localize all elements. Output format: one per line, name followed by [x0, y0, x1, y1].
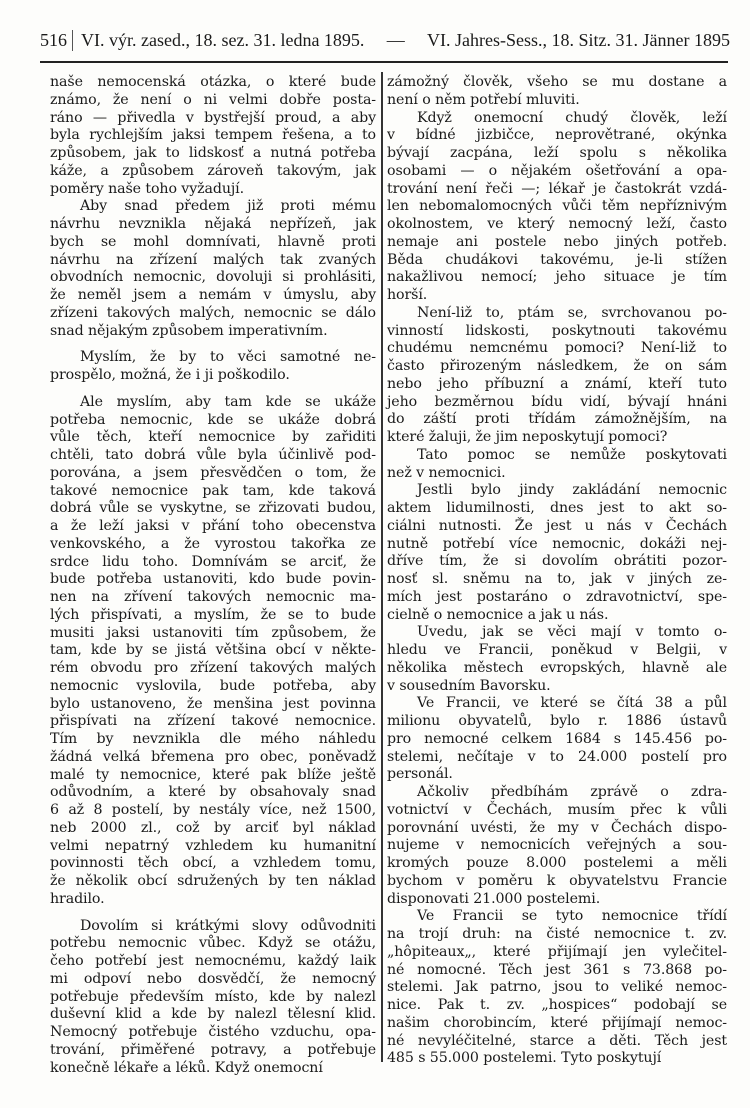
paragraph [50, 349, 376, 385]
header-dash: — [386, 30, 405, 50]
text-line: návrhu na zřízení malých tak zvaných [50, 251, 376, 268]
text-line: povinnosti těch obcí, a vzhledem tomu, [50, 855, 376, 872]
text-line: jeho bezměrnou bídu vidí, bývají hnáni [387, 393, 727, 410]
text-line: v bídné jizbičce, neprovětrané, okýnka [387, 127, 727, 144]
text-line: aktem lidumilnosti, dnes jest to akt so- [387, 500, 727, 516]
text-line: horší. [387, 287, 428, 303]
text-line: které žaluji, že jim neposkytují pomoci? [387, 429, 668, 445]
text-line: potřeba nemocnic, kde se ukáže dobrá [50, 411, 376, 428]
text-line: dříve tím, že si dovolím obrátiti pozor- [387, 553, 727, 570]
paragraph [387, 74, 727, 110]
text-line: několika městech evropských, hlavně ale [387, 659, 727, 676]
paragraph [387, 110, 727, 305]
paragraph [387, 447, 727, 483]
text-line: 6 až 8 postelí, by nestály více, než 1500, [50, 802, 376, 818]
text-line: odůvodním, a které by obsahovaly snad [50, 784, 376, 801]
text-line: takové nemocnice pak tam, kde taková [50, 482, 376, 499]
text-line: nice. Pak t. zv. „hospices“ podobají se [387, 997, 727, 1013]
text-line: poměry naše toho vyžadují. [50, 180, 245, 197]
text-line: nemaje ani postele nebo jiných potřeb. [387, 233, 727, 250]
text-line: len nebomalomocných vůči těm nepříznivým [387, 198, 727, 215]
text-line: obvodních nemocnic, dovoluji si prohlásiti, [50, 269, 376, 286]
text-line: trování, přiměřené potravy, a potřebuje [50, 1041, 376, 1058]
text-line: Tato pomoc se nemůže poskytovati [417, 446, 727, 463]
text-line: hledu ve Francii, poněkud v Belgii, v [387, 642, 727, 658]
paragraph [50, 198, 376, 340]
left-column [50, 74, 376, 1077]
text-line: ciálni nutnosti. Že jest u nás v Čechách [387, 517, 727, 534]
text-line: nujeme v nemocnicích veřejných a sou- [387, 837, 727, 854]
text-line: že neměl jsem a nemám v úmyslu, aby [50, 287, 376, 303]
header-title [81, 30, 730, 51]
paragraph [50, 918, 376, 1078]
text-line: Tím by nevznikla dle mého náhledu [50, 731, 376, 747]
paragraph [387, 305, 727, 447]
text-line: známo, že není o ni velmi dobře posta- [50, 91, 376, 108]
text-line: rém obvodu pro zřízení takových malých [50, 660, 376, 676]
header-czech: VI. výr. zased., 18. sez. 31. ledna 1895. [81, 30, 365, 50]
text-line: okolnostem, ve který nemocný leží, často [387, 216, 727, 232]
text-line: byla rychlejším jaksi tempem řešena, a to [50, 127, 376, 144]
text-line: neb 2000 zl., což by arciť byl náklad [50, 819, 376, 836]
text-line: musiti jaksi ustanoviti tím způsobem, že [50, 624, 376, 641]
text-line: Dovolím si krátkými slovy odůvodniti [80, 917, 376, 934]
text-line: do záští proti třídám zámožnějším, na [387, 411, 727, 428]
text-line: ráno — přivedla v bystřejší proud, a aby [50, 109, 376, 126]
text-line: Aby snad předem již proti mému [80, 198, 376, 215]
text-line: často přirozeným následkem, že on sám [387, 358, 727, 374]
text-line: Ve Francii se tyto nemocnice třídí [417, 908, 727, 925]
text-line: Ale myslím, aby tam kde se ukáže [80, 393, 376, 410]
text-line: našim chorobincím, které přijímají nemoc- [387, 1014, 727, 1031]
text-line: dobrá vůle se vyskytne, se zřizovati budou, [50, 500, 376, 517]
text-line: vůle těch, kteří nemocnice by zařiditi [50, 429, 376, 446]
text-line: Běda chudákovi takovému, je-li stížen [387, 251, 727, 268]
column-divider [381, 72, 383, 1062]
text-line: malé ty nemocnice, které pak blíže ještě [50, 766, 376, 783]
text-line: bylo ustanoveno, že menšina jest povinna [50, 695, 376, 712]
paragraph [387, 624, 727, 695]
text-line: porována, a jsem přesvědčen o tom, že [50, 464, 376, 481]
text-line: duševní klid a kde by nalezl tělesní klid. [50, 1006, 376, 1023]
text-line: nen na zřívení takových nemocnic ma- [50, 589, 376, 605]
text-line: lých přispívati, a myslím, že se to bude [50, 606, 376, 623]
paragraph [387, 695, 727, 784]
text-line: přispívati na zřízení takové nemocnice. [50, 713, 376, 730]
text-line: a že leží jaksi v přání toho obecenstva [50, 518, 376, 534]
header-german: VI. Jahres-Sess., 18. Sitz. 31. Jänner 1895 [427, 30, 730, 50]
text-line: snad nějakým způsobem imperativním. [50, 322, 328, 339]
text-line: že několik obcí sdružených by ten náklad [50, 873, 376, 889]
text-line: né nevyléčitelné, starce a děti. Těch jest [387, 1032, 727, 1049]
text-line: srdce lidu toho. Domnívám se arciť, že [50, 553, 376, 570]
text-line: hradilo. [50, 890, 105, 907]
text-line: bych se mohl domnívati, hlavně proti [50, 233, 376, 250]
text-line: způsobem, jak to lidskosť a nutná potřeba [50, 145, 376, 161]
text-line: mi odpoví nebo dosvědčí, že nemocný [50, 970, 376, 987]
text-line: vinností lidskosti, poskytnouti takovému [387, 322, 727, 339]
text-line: čeho potřebí jest nemocnému, každý laik [50, 953, 376, 969]
header-rule [40, 61, 728, 63]
text-line: návrhu nevznikla nějaká nepřízeň, jak [50, 216, 376, 232]
text-line: velmi nepatrný vzhledem ku humanitní [50, 837, 376, 854]
text-line: tam, kde by se jistá většina obcí v někte- [50, 642, 376, 659]
text-line: nosť sl. sněmu na to, jak v jiných ze- [387, 571, 727, 587]
page-number: 516 [40, 30, 73, 51]
text-line: bychom v poměru k obyvatelstvu Francie [387, 872, 727, 889]
text-line: disponovati 21.000 postelemi. [387, 890, 601, 907]
text-line: potřebu nemocnic vůbec. Když se otážu, [50, 935, 376, 952]
text-line: kromých pouze 8.000 postelemi a měli [387, 855, 727, 871]
right-column [387, 74, 727, 1068]
text-line: než v nemocnici. [387, 464, 506, 481]
text-line: stelemi, nečítaje v to 24.000 postelí pro [387, 748, 727, 765]
text-line: milionu obyvatelů, bylo r. 1886 ústavů [387, 713, 727, 729]
text-line: mích jest postaráno o zdravotnictví, spe- [387, 588, 727, 605]
text-line: nakažlivou nemocí; jeho situace je tím [387, 269, 727, 286]
text-line: Jestli bylo jindy zakládání nemocnic [417, 482, 727, 499]
text-line: 485 s 55.000 postelemi. Tyto poskytují [387, 1050, 662, 1067]
text-line: bývají zacpána, leží spolu s několika [387, 145, 727, 161]
text-line: Nemocný potřebuje čistého vzduchu, opa- [50, 1024, 376, 1040]
text-line: Myslím, že by to věci samotné ne- [80, 349, 376, 366]
paragraph [50, 74, 376, 198]
text-line: Není-liž to, ptám se, svrchovanou po- [417, 304, 727, 321]
text-line: trování není řeči —; lékař je častokrát vzdá- [387, 180, 727, 197]
text-line: žádná velká břemena pro obec, poněvadž [50, 748, 376, 765]
paragraph [50, 394, 376, 909]
text-line: Ve Francii, ve které se čítá 38 a půl [417, 695, 727, 712]
text-line: na trojí druh: na čisté nemocnice t. zv. [387, 926, 727, 942]
text-line: porovnání uvésti, že my v Čechách dispo- [387, 819, 727, 836]
text-line: „hôpiteaux„, které přijímají jen vylečitel- [387, 943, 727, 960]
text-line: chtěli, tato dobrá vůle byla účinlivě pod- [50, 447, 376, 463]
text-line: pro nemocné celkem 1684 s 145.456 po- [387, 730, 727, 747]
text-line: potřebuje především místo, kde by nalezl [50, 988, 376, 1005]
text-line: Uvedu, jak se věci mají v tomto o- [417, 624, 727, 641]
text-line: konečně lékaře a léků. Když onemocní [50, 1059, 323, 1076]
text-line: není o něm potřebí mluviti. [387, 91, 580, 108]
text-line: prospělo, možná, že i ji poškodilo. [50, 367, 290, 383]
text-line: zřízeni takových malých, nemocnic se dálo [50, 304, 376, 321]
text-line: cielně o nemocnice a jak u nás. [387, 606, 609, 623]
text-line: zámožný člověk, všeho se mu dostane a [387, 74, 727, 90]
text-line: né nomocné. Těch jest 361 s 73.868 po- [387, 961, 727, 978]
text-line: votnictví v Čechách, musím přec k vůli [387, 801, 727, 818]
text-line: káže, a způsobem zároveň takovým, jak [50, 162, 376, 179]
running-header [40, 30, 730, 56]
text-line: nebo jeho příbuzní a známí, kteří tuto [387, 375, 727, 392]
text-line: venkovského, a že vyrostou takořka ze [50, 535, 376, 552]
paragraph [387, 482, 727, 624]
text-line: Když onemocní chudý člověk, leží [417, 109, 727, 126]
paragraph [387, 908, 727, 1068]
text-line: personál. [387, 766, 453, 783]
text-line: stelemi. Jak patrno, jsou to veliké nemoc- [387, 979, 727, 996]
text-line: bude potřeba ustanoviti, kdo bude povin- [50, 571, 376, 588]
text-line: osobami — o nějakém ošetřování a opa- [387, 162, 727, 179]
text-line: naše nemocenská otázka, o které bude [50, 74, 376, 90]
text-line: Ačkoliv předbíhám zprávě o zdra- [417, 784, 727, 800]
text-line: v sousedním Bavorsku. [387, 677, 551, 694]
text-line: nutně potřebí více nemocnic, dokáži nej- [387, 535, 727, 552]
text-line: chudému nemcnému pomoci? Není-liž to [387, 340, 727, 357]
paragraph [387, 784, 727, 908]
text-line: nemocnic vyslovila, bude potřeba, aby [50, 677, 376, 694]
